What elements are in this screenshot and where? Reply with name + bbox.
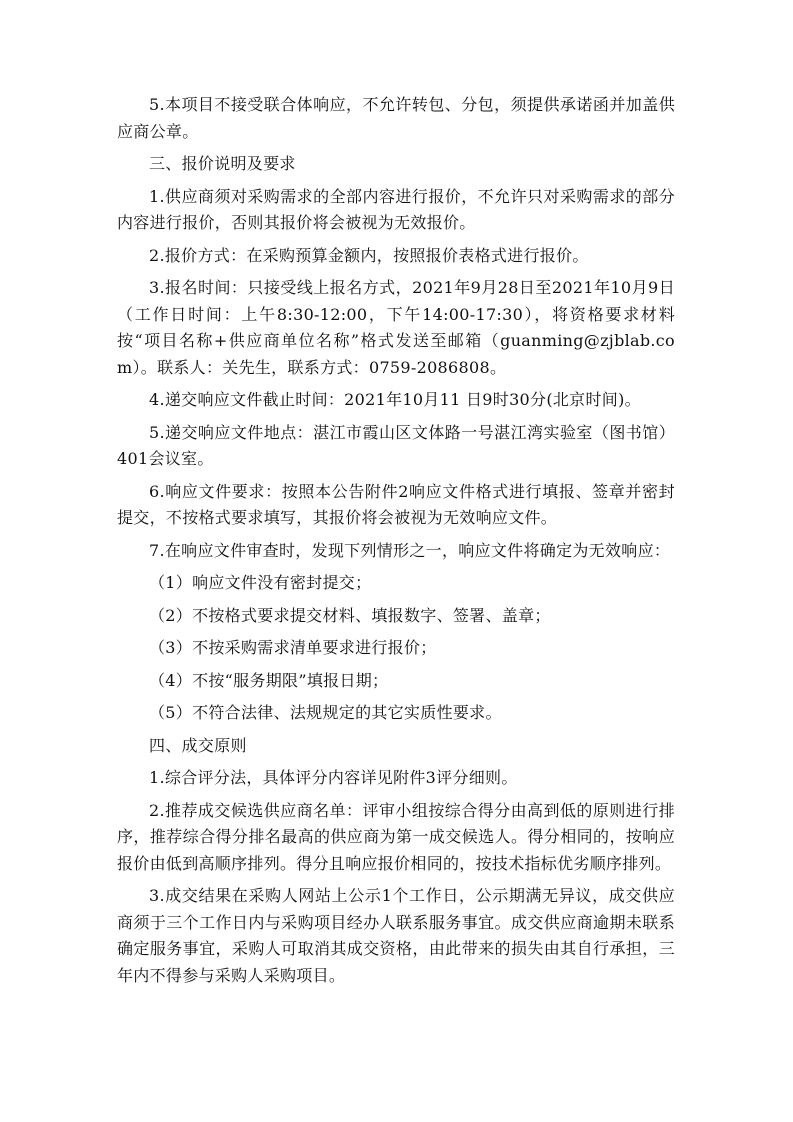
section-heading-quotation: 三、报价说明及要求 [149, 154, 296, 173]
paragraph-quote-method: 2.报价方式：在采购预算金额内，按照报价表格式进行报价。 [149, 245, 589, 265]
paragraph-joint-venture: 5.本项目不接受联合体响应，不允许转包、分包，须提供承诺函并加盖供应商公章。 [117, 95, 675, 141]
paragraph-candidate-list: 2.推荐成交候选供应商名单：评审小组按综合得分由高到低的原则进行排序，推荐综合得分排名最高的供应商为第一成交候选人。得分相同的，按响应报价由低到高顺序排列。得分且响应报价相同的，按技术指标优劣顺序排列。 [117, 800, 675, 873]
paragraph-scoring-method: 1.综合评分法，具体评分内容详见附件3评分细则。 [149, 768, 518, 787]
paragraph-submission-location: 5.递交响应文件地点：湛江市霞山区文体路一号湛江湾实验室（图书馆）401会议室。 [117, 422, 675, 468]
list-item-format: （2）不按格式要求提交材料、填报数字、签署、盖章； [149, 605, 551, 625]
list-item-service-period: （4）不按“服务期限”填报日期； [149, 670, 389, 690]
paragraph-quote-scope: 1.供应商须对采购需求的全部内容进行报价，不允许只对采购需求的部分内容进行报价，否则其报价将会被视为无效报价。 [117, 186, 675, 232]
section-heading-award: 四、成交原则 [149, 735, 247, 755]
paragraph-award-publication: 3.成交结果在采购人网站上公示1个工作日，公示期满无异议，成交供应商须于三个工作日内与采购项目经办人联系服务事宜。成交供应商逾期未联系确定服务事宜，采购人可取消其成交资格，由此带来的损失由其自行承担，三年内不得参与采购人采购项目。 [117, 886, 675, 985]
list-item-quotation-list: （3）不按采购需求清单要求进行报价； [149, 638, 437, 657]
paragraph-invalid-conditions: 7.在响应文件审查时，发现下列情形之一，响应文件将确定为无效响应： [149, 540, 671, 560]
list-item-unsealed: （1）响应文件没有密封提交； [149, 573, 372, 592]
paragraph-registration-time: 3.报名时间：只接受线上报名方式，2021年9月28日至2021年10月9日（工作日时间：上午8:30-12:00，下午14:00-17:30），将资格要求材料按“项目名称+供应商单位名称”格式发送至邮箱（guanming@zjblab.com）。联系人：关先生，联系方式：0759-2086808。 [117, 278, 675, 377]
paragraph-document-requirements: 6.响应文件要求：按照本公告附件2响应文件格式进行填报、签章并密封提交，不按格式要求填写，其报价将会被视为无效响应文件。 [117, 481, 675, 527]
paragraph-submission-deadline: 4.递交响应文件截止时间：2021年10月11 日9时30分(北京时间)。 [149, 390, 641, 409]
list-item-legal: （5）不符合法律、法规规定的其它实质性要求。 [149, 703, 502, 722]
